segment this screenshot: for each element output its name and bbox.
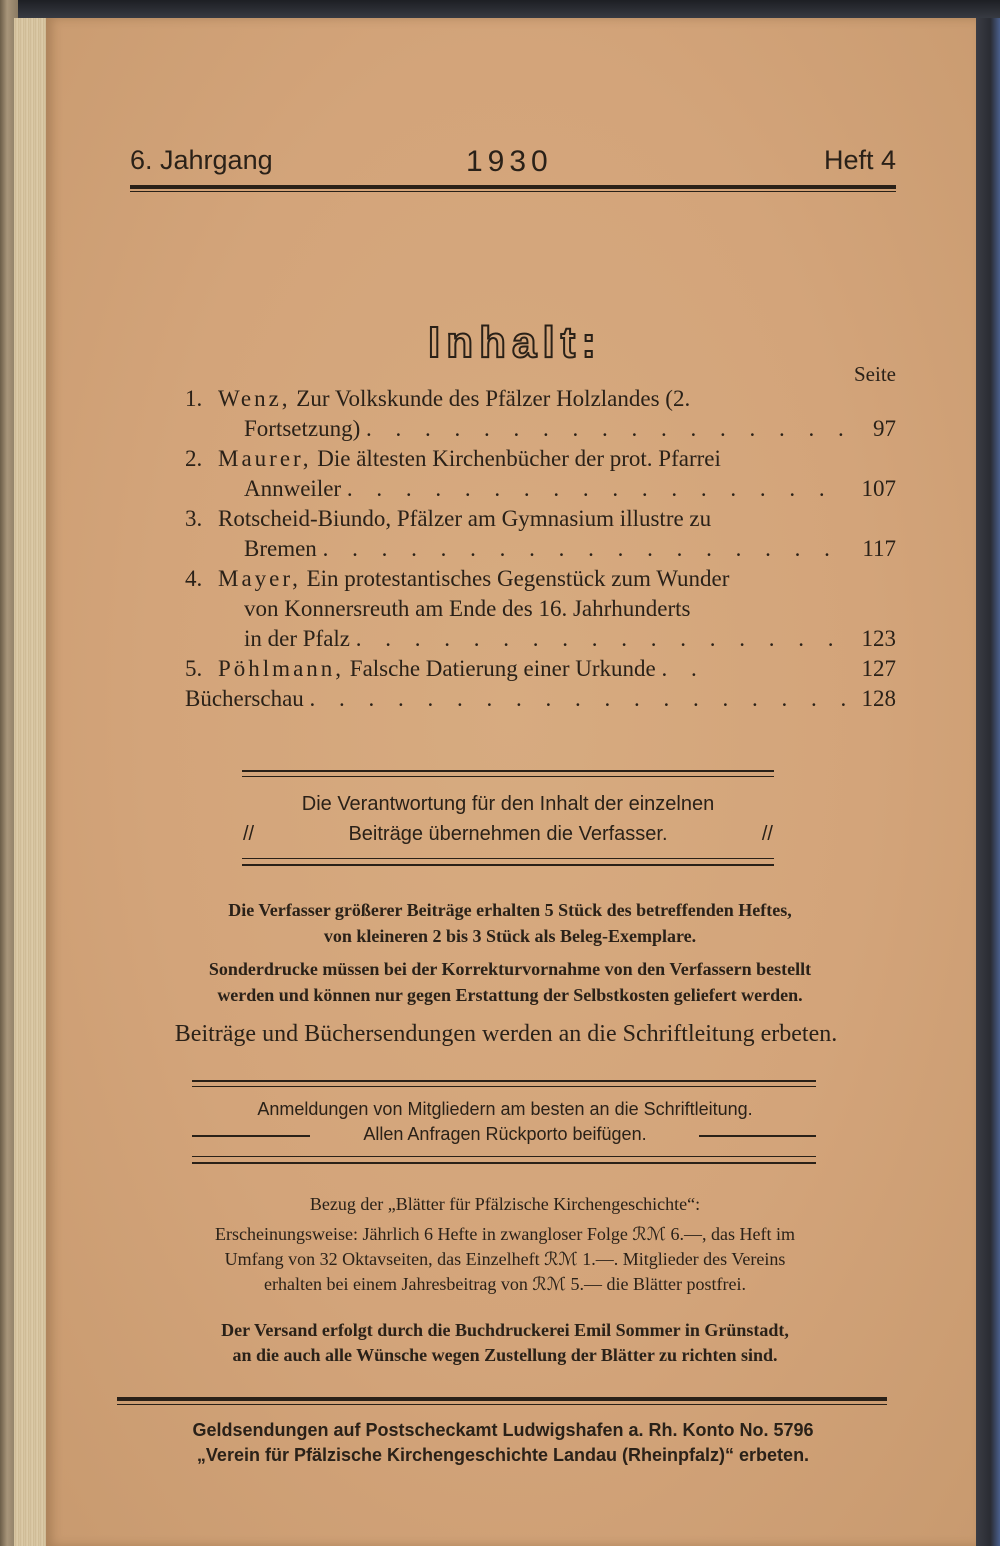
toc-page-number: 127 [861, 656, 896, 681]
toc-title-line: Zur Volkskunde des Pfälzer Holzlandes (2. [290, 386, 691, 411]
box-rule-top [242, 770, 774, 772]
toc-entry-4-cont [0, 596, 1000, 626]
review-label [185, 686, 855, 712]
contents-title: Inhalt: [428, 318, 602, 367]
toc-entry-4 [0, 566, 1000, 596]
toc-page-number: 97 [873, 416, 896, 441]
toc-entry-3-cont [0, 536, 1000, 566]
toc-title [218, 566, 729, 592]
paper-page [46, 18, 976, 1546]
box-rule-bottom [242, 858, 774, 859]
subscription-line-3: Umfang von 32 Oktavseiten, das Einzelheft ℛℳ 1.—. Mitglieder des Vereins [224, 1249, 786, 1269]
volume-label: 6. Jahrgang [130, 145, 273, 175]
slash-mark: // [243, 823, 255, 845]
toc-title-line [244, 626, 843, 652]
toc-number: 5. [185, 656, 203, 681]
toc-title-cont: Annweiler [244, 476, 342, 501]
toc-title-line: Die ältesten Kirchenbücher der prot. Pfarrei [311, 446, 721, 471]
toc-entry-1-cont [0, 416, 1000, 446]
toc-title-cont: in der Pfalz [244, 626, 351, 651]
payment-line-2: „Verein für Pfälzische Kirchengeschichte Landau (Rheinpfalz)“ erbeten. [196, 1445, 810, 1465]
responsibility-line-1: Die Verantwortung für den Inhalt der einzelnen [301, 793, 715, 815]
toc-title [218, 506, 711, 532]
toc-title-cont: Bremen [244, 536, 317, 561]
membership-rule-top-2 [192, 1086, 816, 1087]
membership-line-1: Anmeldungen von Mitgliedern am besten an die Schriftleitung. [257, 1099, 753, 1119]
author-copies-line-2: von kleineren 2 bis 3 Stück als Beleg-Exemplare. [323, 926, 697, 946]
membership-rule-bottom [192, 1156, 816, 1157]
responsibility-text: Beiträge übernehmen die Verfasser. [348, 823, 668, 845]
leader-dots: . . . . . . . . . . . . . . . . . . [322, 536, 839, 561]
membership-rule-bottom-2 [192, 1162, 816, 1164]
header-rule [130, 185, 896, 189]
toc-number: 2. [185, 446, 203, 471]
toc-title-line: Falsche Datierung einer Urkunde [344, 656, 656, 681]
toc-title-line [244, 476, 834, 502]
toc-author: Wenz, [218, 386, 291, 411]
toc-title-line [244, 416, 853, 442]
toc-entry-2-cont [0, 476, 1000, 506]
toc-title-cont: Fortsetzung) [244, 416, 361, 441]
payment-rule [117, 1397, 887, 1401]
review-page-number: 128 [861, 686, 896, 711]
review-text: Bücherschau [185, 686, 304, 711]
toc-number: 1. [185, 386, 203, 411]
subscription-line-4: erhalten bei einem Jahresbeitrag von ℛℳ 5.— die Blätter postfrei. [264, 1274, 746, 1294]
shipping-line-2: an die auch alle Wünsche wegen Zustellung der Blätter zu richten sind. [232, 1345, 778, 1365]
toc-page-number: 123 [861, 626, 896, 651]
toc-number: 3. [185, 506, 203, 531]
leader-dots: . . . . . . . . . . . . . . . . . [346, 476, 834, 501]
subscription-line-1: Bezug der „Blätter für Pfälzische Kirchengeschichte“: [309, 1194, 701, 1214]
membership-rule-top [192, 1080, 816, 1082]
slash-mark: // [761, 823, 773, 845]
membership-line-2: Allen Anfragen Rückporto beifügen. [363, 1124, 647, 1144]
toc-entry-3 [0, 506, 1000, 536]
subscription-line-2: Erscheinungsweise: Jährlich 6 Hefte in zwangloser Folge ℛℳ 6.—, das Heft im [215, 1224, 795, 1244]
toc-page-number: 107 [861, 476, 896, 501]
box-rule-bottom-2 [242, 864, 774, 866]
offprints-line-1: Sonderdrucke müssen bei der Korrekturvornahme von den Verfassern bestellt [208, 959, 812, 979]
toc-title [218, 656, 706, 682]
leader-dots: . . . . . . . . . . . . . . . . . [355, 626, 843, 651]
toc-entry-2 [0, 446, 1000, 476]
toc-author: Mayer, [218, 566, 301, 591]
header-rule-thin [130, 191, 896, 192]
membership-dash-right [699, 1135, 816, 1137]
submissions-notice: Beiträge und Büchersendungen werden an die Schriftleitung erbeten. [174, 1021, 838, 1047]
toc-number: 4. [185, 566, 203, 591]
shipping-line-1: Der Versand erfolgt durch die Buchdruckerei Emil Sommer in Grünstadt, [221, 1320, 789, 1340]
toc-title-line [244, 536, 839, 562]
toc-entry-4-cont2 [0, 626, 1000, 656]
author-copies-line-1: Die Verfasser größerer Beiträge erhalten 5 Stück des betreffenden Heftes, [228, 900, 792, 920]
toc-page-number: 117 [862, 536, 896, 561]
toc-title [218, 446, 721, 472]
payment-rule-thin [117, 1404, 887, 1405]
book-cover-edge [976, 18, 1000, 1546]
toc-title-cont: von Konnersreuth am Ende des 16. Jahrhunderts [244, 596, 691, 621]
toc-title [218, 386, 690, 412]
offprints-line-2: werden und können nur gegen Erstattung der Selbstkosten geliefert werden. [217, 985, 803, 1005]
leader-dots: . . [661, 656, 706, 681]
toc-title-line: Pfälzer am Gymnasium illustre zu [391, 506, 712, 531]
scan-top-edge [0, 0, 1000, 20]
year-label: 1930 [466, 145, 553, 178]
toc-author: Pöhlmann, [218, 656, 345, 681]
toc-author: Maurer, [218, 446, 312, 471]
toc-title-line: Ein protestantisches Gegenstück zum Wunder [300, 566, 730, 591]
leader-dots: . . . . . . . . . . . . . . . . . [366, 416, 853, 441]
leader-dots: . . . . . . . . . . . . . . . . . . . [309, 686, 856, 711]
payment-line-1: Geldsendungen auf Postscheckamt Ludwigshafen a. Rh. Konto No. 5796 [192, 1420, 814, 1440]
page-column-label: Seite [854, 362, 896, 386]
box-rule-top-2 [242, 776, 774, 777]
toc-author: Rotscheid-Biundo, [218, 506, 392, 531]
toc-entry-5 [0, 656, 1000, 686]
issue-label: Heft 4 [823, 145, 896, 175]
toc-entry-1 [0, 386, 1000, 416]
toc-review [0, 686, 1000, 716]
responsibility-line-2 [243, 823, 773, 846]
